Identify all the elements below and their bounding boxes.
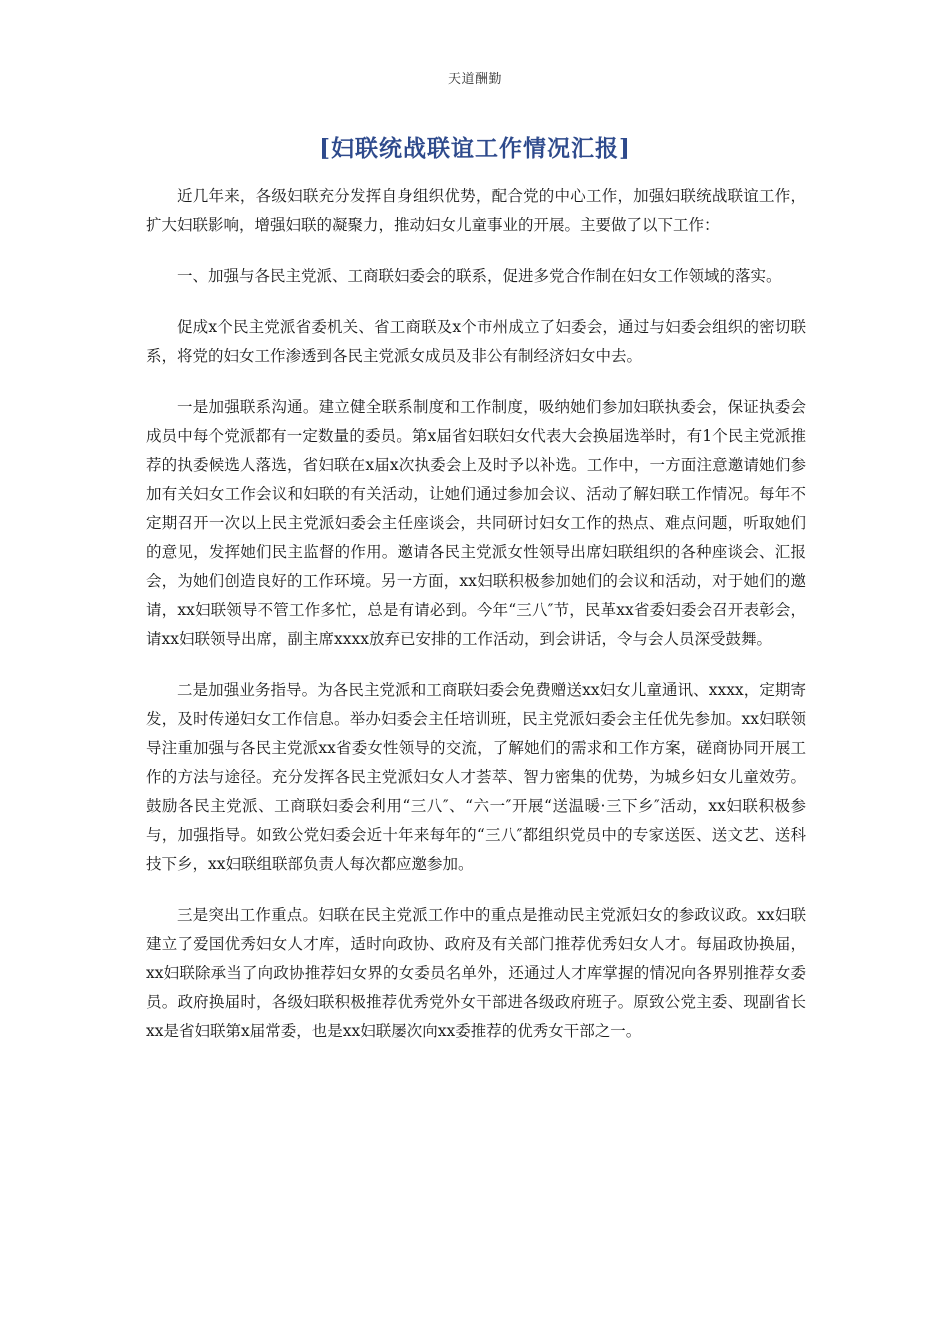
document-body [146,182,806,1068]
paragraph-guidance: 二是加强业务指导。为各民主党派和工商联妇委会免费赠送xx妇女儿童通讯、xxxx，定期寄发，及时传递妇女工作信息。举办妇委会主任培训班，民主党派妇委会主任优先参加。xx妇联领导注重加强与各民主党派xx省委女性领导的交流，了解她们的需求和工作方案，磋商协同开展工作的方法与途径。充分发挥各民主党派妇女人才荟萃、智力密集的优势，为城乡妇女儿童效劳。鼓励各民主党派、工商联妇委会利用“三八″、“六一″开展“送温暖·三下乡″活动，xx妇联积极参与，加强指导。如致公党妇委会近十年来每年的“三八″都组织党员中的专家送医、送文艺、送科技下乡，xx妇联组联部负责人每次都应邀参加。 [146,681,806,873]
document-title: [妇联统战联谊工作情况汇报] [319,135,631,162]
paragraph-intro: 近几年来，各级妇联充分发挥自身组织优势，配合党的中心工作，加强妇联统战联谊工作，扩大妇联影响，增强妇联的凝聚力，推动妇女儿童事业的开展。主要做了以下工作： [146,187,806,234]
paragraph-section-heading: 一、加强与各民主党派、工商联妇委会的联系，促进多党合作制在妇女工作领域的落实。 [177,267,782,285]
page-header-text: 天道酬勤 [447,72,502,87]
paragraph-committees: 促成x个民主党派省委机关、省工商联及x个市州成立了妇委会，通过与妇委会组织的密切联系，将党的妇女工作渗透到各民主党派女成员及非公有制经济妇女中去。 [146,318,806,365]
paragraph-key-work: 三是突出工作重点。妇联在民主党派工作中的重点是推动民主党派妇女的参政议政。xx妇联建立了爱国优秀妇女人才库，适时向政协、政府及有关部门推荐优秀妇女人才。每届政协换届，xx妇联除承当了向政协推荐妇女界的女委员名单外，还通过人才库掌握的情况向各界别推荐女委员。政府换届时，各级妇联积极推荐优秀党外女干部进各级政府班子。原致公党主委、现副省长xx是省妇联第x届常委，也是xx妇联屡次向xx委推荐的优秀女干部之一。 [146,906,806,1040]
paragraph-communication: 一是加强联系沟通。建立健全联系制度和工作制度，吸纳她们参加妇联执委会，保证执委会成员中每个党派都有一定数量的委员。第x届省妇联妇女代表大会换届选举时，有1个民主党派推荐的执委候选人落选，省妇联在x届x次执委会上及时予以补选。工作中，一方面注意邀请她们参加有关妇女工作会议和妇联的有关活动，让她们通过参加会议、活动了解妇联工作情况。每年不定期召开一次以上民主党派妇委会主任座谈会，共同研讨妇女工作的热点、难点问题，听取她们的意见，发挥她们民主监督的作用。邀请各民主党派女性领导出席妇联组织的各种座谈会、汇报会，为她们创造良好的工作环境。另一方面，xx妇联积极参加她们的会议和活动，对于她们的邀请，xx妇联领导不管工作多忙，总是有请必到。今年“三八″节，民革xx省委妇委会召开表彰会，请xx妇联领导出席，副主席xxxx放弃已安排的工作活动，到会讲话，令与会人员深受鼓舞。 [146,398,806,648]
